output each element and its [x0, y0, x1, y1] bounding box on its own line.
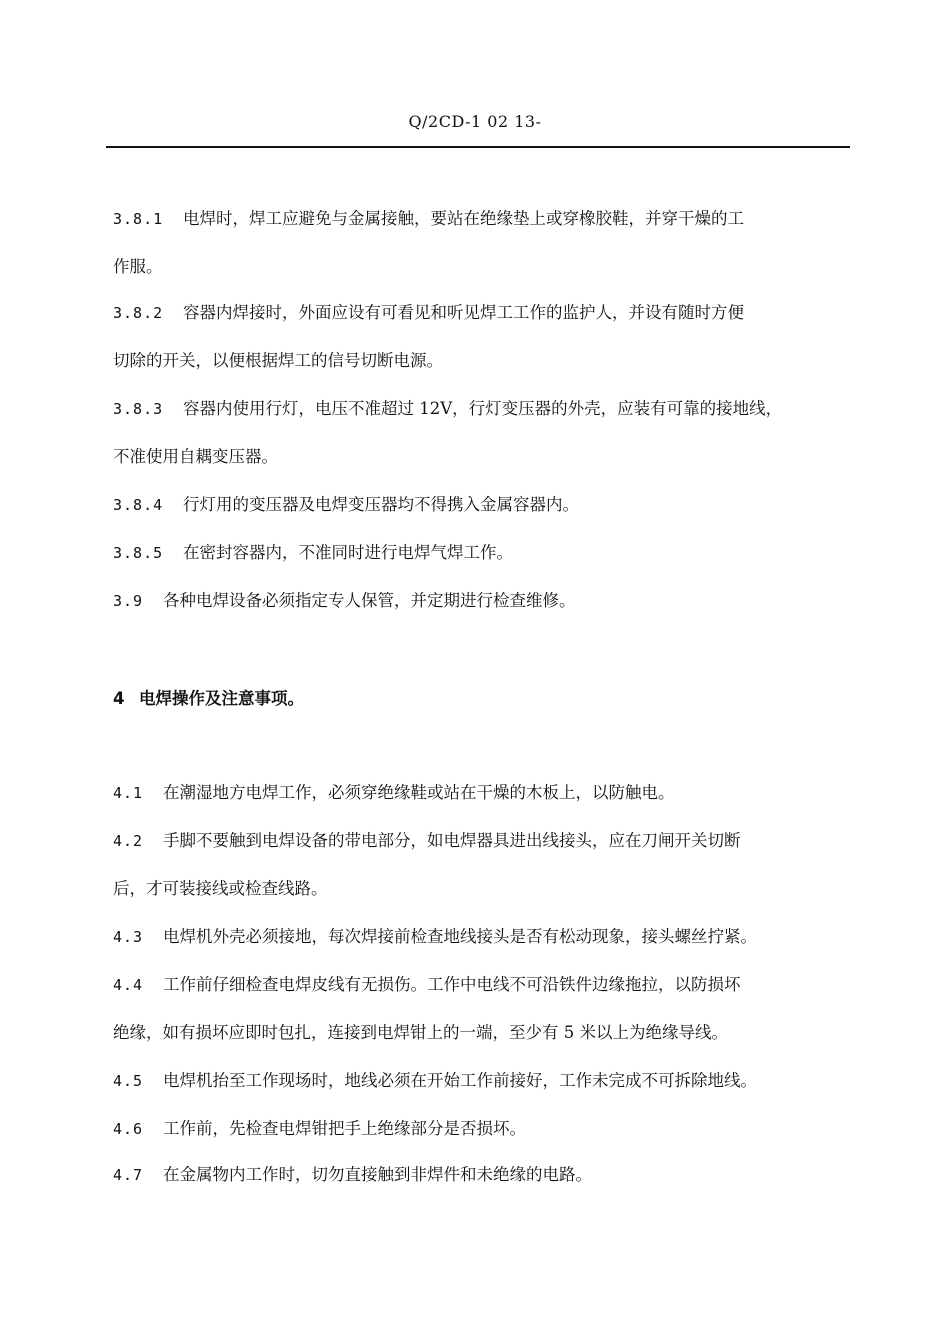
clause-number: 3.8.3 [113, 400, 164, 418]
clause-text: 电焊时，焊工应避免与金属接触，要站在绝缘垫上或穿橡胶鞋，并穿干燥的工 [183, 209, 744, 228]
clause-3-8-1-line1 [113, 208, 858, 230]
clause-3-8-3-line1 [113, 398, 858, 420]
clause-3-8-3-line2: 不准使用自耦变压器。 [113, 447, 278, 466]
section-number: 4 [113, 689, 125, 708]
section-4-heading [113, 688, 304, 710]
section-title: 电焊操作及注意事项。 [139, 689, 304, 708]
clause-text: 在潮湿地方电焊工作，必须穿绝缘鞋或站在干燥的木板上，以防触电。 [163, 783, 675, 802]
clause-number: 3.9 [113, 592, 144, 610]
clause-number: 4.7 [113, 1166, 144, 1184]
clause-number: 3.8.5 [113, 544, 164, 562]
clause-text: 电焊机外壳必须接地，每次焊接前检查地线接头是否有松动现象，接头螺丝拧紧。 [163, 927, 757, 946]
clause-number: 4.1 [113, 784, 144, 802]
clause-text: 工作前仔细检查电焊皮线有无损伤。工作中电线不可沿铁件边缘拖拉，以防损坏 [163, 975, 741, 994]
clause-4-4-line2: 绝缘，如有损坏应即时包扎，连接到电焊钳上的一端，至少有 5 米以上为绝缘导线。 [113, 1023, 728, 1042]
clause-4-1 [113, 782, 858, 804]
clause-4-5 [113, 1070, 858, 1092]
clause-4-4-line1 [113, 974, 858, 996]
clause-text: 手脚不要触到电焊设备的带电部分，如电焊器具进出线接头，应在刀闸开关切断 [163, 831, 741, 850]
clause-text: 各种电焊设备必须指定专人保管，并定期进行检查维修。 [163, 591, 576, 610]
header-rule [106, 146, 850, 148]
clause-3-8-2-line2: 切除的开关，以便根据焊工的信号切断电源。 [113, 351, 443, 370]
clause-number: 3.8.1 [113, 210, 164, 228]
clause-number: 4.6 [113, 1120, 144, 1138]
document-code: Q/2CD-1 02 13- [408, 112, 542, 131]
clause-4-3 [113, 926, 858, 948]
clause-3-8-2-line1 [113, 302, 858, 324]
clause-number: 3.8.4 [113, 496, 164, 514]
clause-4-2-line2: 后，才可装接线或检查线路。 [113, 879, 328, 898]
clause-4-7 [113, 1164, 858, 1186]
clause-text: 在密封容器内，不准同时进行电焊气焊工作。 [183, 543, 513, 562]
clause-number: 4.2 [113, 832, 144, 850]
clause-4-6 [113, 1118, 858, 1140]
clause-text: 行灯用的变压器及电焊变压器均不得携入金属容器内。 [183, 495, 579, 514]
clause-4-2-line1 [113, 830, 858, 852]
clause-text: 容器内焊接时，外面应设有可看见和听见焊工工作的监护人，并设有随时方便 [183, 303, 744, 322]
clause-3-8-1-line2: 作服。 [113, 257, 163, 276]
clause-text: 容器内使用行灯，电压不准超过 12V，行灯变压器的外壳，应装有可靠的接地线， [183, 399, 783, 418]
clause-number: 4.3 [113, 928, 144, 946]
clause-number: 3.8.2 [113, 304, 164, 322]
clause-text: 工作前，先检查电焊钳把手上绝缘部分是否损坏。 [163, 1119, 526, 1138]
clause-number: 4.5 [113, 1072, 144, 1090]
clause-text: 在金属物内工作时，切勿直接触到非焊件和未绝缘的电路。 [163, 1165, 592, 1184]
clause-3-8-4 [113, 494, 858, 516]
clause-number: 4.4 [113, 976, 144, 994]
clause-3-9 [113, 590, 858, 612]
clause-text: 电焊机抬至工作现场时，地线必须在开始工作前接好，工作未完成不可拆除地线。 [163, 1071, 757, 1090]
clause-3-8-5 [113, 542, 858, 564]
